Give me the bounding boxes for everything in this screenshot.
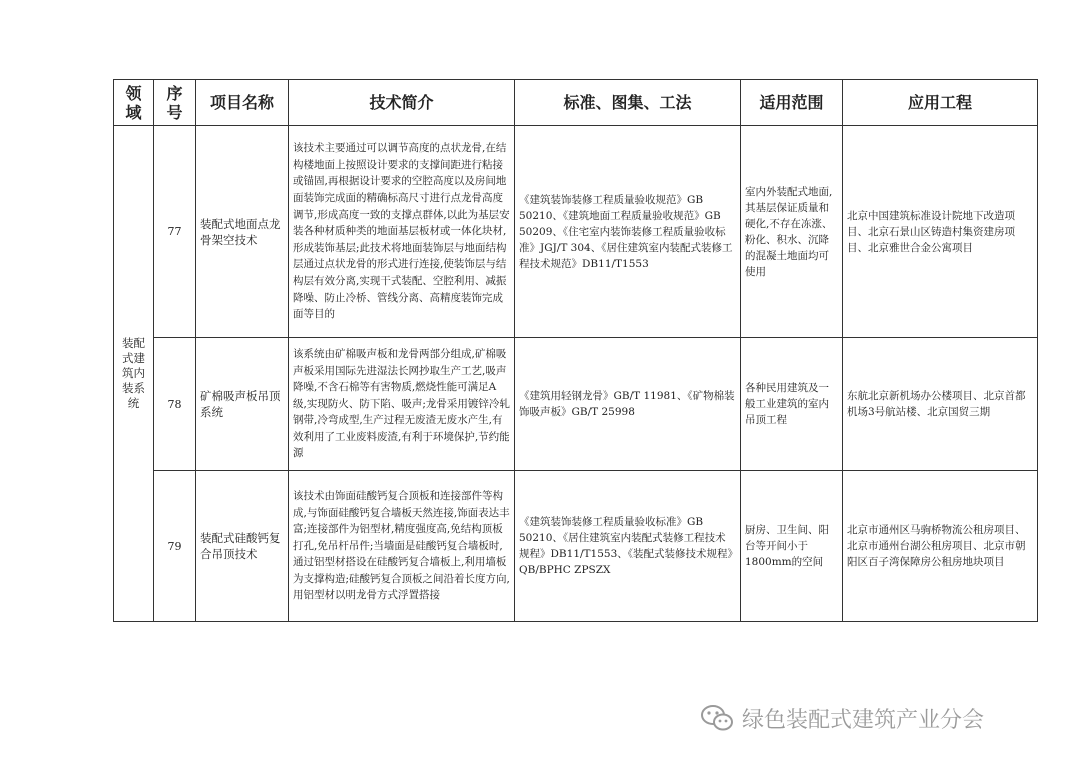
row-name: 装配式硅酸钙复合吊顶技术 — [196, 471, 289, 622]
header-row — [114, 80, 1038, 126]
row-application: 北京市通州区马驹桥物流公租房项目、北京市通州台湖公租房项目、北京市朝阳区百子湾保障房公租房地块项目 — [843, 471, 1038, 622]
header-scope: 适用范围 — [741, 80, 843, 126]
header-domain: 领域 — [114, 80, 154, 126]
row-name: 矿棉吸声板吊顶系统 — [196, 338, 289, 471]
row-num: 78 — [154, 338, 196, 471]
row-name: 装配式地面点龙骨架空技术 — [196, 126, 289, 338]
header-intro: 技术简介 — [289, 80, 515, 126]
row-intro: 该技术主要通过可以调节高度的点状龙骨,在结构楼地面上按照设计要求的支撑间距进行粘接或锚固,再根据设计要求的空腔高度以及房间地面装饰完成面的精确标高尺寸进行点龙骨高度调节,形成高度一致的支撑点群体,以此为基层安装各种材质种类的地面基层板材或一体化块材,形成装饰基层;此技术将地面装饰层与地面结构层通过点状龙骨的形式进行连接,使装饰层与结构层有效分离,实现干式装配、空腔利用、减振降噪、防止冷桥、管线分离、高精度装饰完成面等目的 — [289, 126, 515, 338]
header-name: 项目名称 — [196, 80, 289, 126]
header-application: 应用工程 — [843, 80, 1038, 126]
row-scope: 各种民用建筑及一般工业建筑的室内吊顶工程 — [741, 338, 843, 471]
header-num: 序号 — [154, 80, 196, 126]
row-scope: 室内外装配式地面,其基层保证质量和硬化,不存在冻涨、粉化、积水、沉降的混凝土地面均可使用 — [741, 126, 843, 338]
row-standard: 《建筑装饰装修工程质量验收规范》GB 50210、《建筑地面工程质量验收规范》GB 50209、《住宅室内装饰装修工程质量验收标准》JGJ/T 304、《居住建筑室内装配式装修工程技术规范》DB11/T1553 — [515, 126, 741, 338]
domain-cell: 装配式建筑内装系统 — [114, 126, 154, 622]
table-row — [114, 126, 1038, 338]
row-intro: 该系统由矿棉吸声板和龙骨两部分组成,矿棉吸声板采用国际先进湿法长网抄取生产工艺,吸声降噪,不含石棉等有害物质,燃烧性能可满足A级,实现防火、防下陷、吸声;龙骨采用镀锌冷轧钢带,冷弯成型,生产过程无废渣无废水产生,有效利用了工业废料废渣,有利于环境保护,节约能源 — [289, 338, 515, 471]
row-num: 77 — [154, 126, 196, 338]
watermark — [700, 700, 984, 736]
row-num: 79 — [154, 471, 196, 622]
row-standard: 《建筑装饰装修工程质量验收标准》GB 50210、《居住建筑室内装配式装修工程技术规程》DB11/T1553、《装配式装修技术规程》QB/BPHC ZPSZX — [515, 471, 741, 622]
wechat-icon — [700, 703, 734, 733]
row-application: 北京中国建筑标准设计院地下改造项目、北京石景山区铸造村集资建房项目、北京雅世合金公寓项目 — [843, 126, 1038, 338]
row-standard: 《建筑用轻钢龙骨》GB/T 11981、《矿物棉装饰吸声板》GB/T 25998 — [515, 338, 741, 471]
table-row — [114, 338, 1038, 471]
header-standard: 标准、图集、工法 — [515, 80, 741, 126]
watermark-text: 绿色装配式建筑产业分会 — [742, 707, 985, 733]
row-intro: 该技术由饰面硅酸钙复合顶板和连接部件等构成,与饰面硅酸钙复合墙板天然连接,饰面表达丰富;连接部件为铝型材,精度强度高,免结构顶板打孔,免吊杆吊件;当墙面是硅酸钙复合墙板时,通过铝型材搭设在硅酸钙复合墙板上,利用墙板为支撑构造;硅酸钙复合顶板之间沿着长度方向,用铝型材以明龙骨方式浮置搭接 — [289, 471, 515, 622]
technology-table — [113, 79, 1038, 622]
table-row — [114, 471, 1038, 622]
row-scope: 厨房、卫生间、阳台等开间小于1800mm的空间 — [741, 471, 843, 622]
row-application: 东航北京新机场办公楼项目、北京首都机场3号航站楼、北京国贸三期 — [843, 338, 1038, 471]
